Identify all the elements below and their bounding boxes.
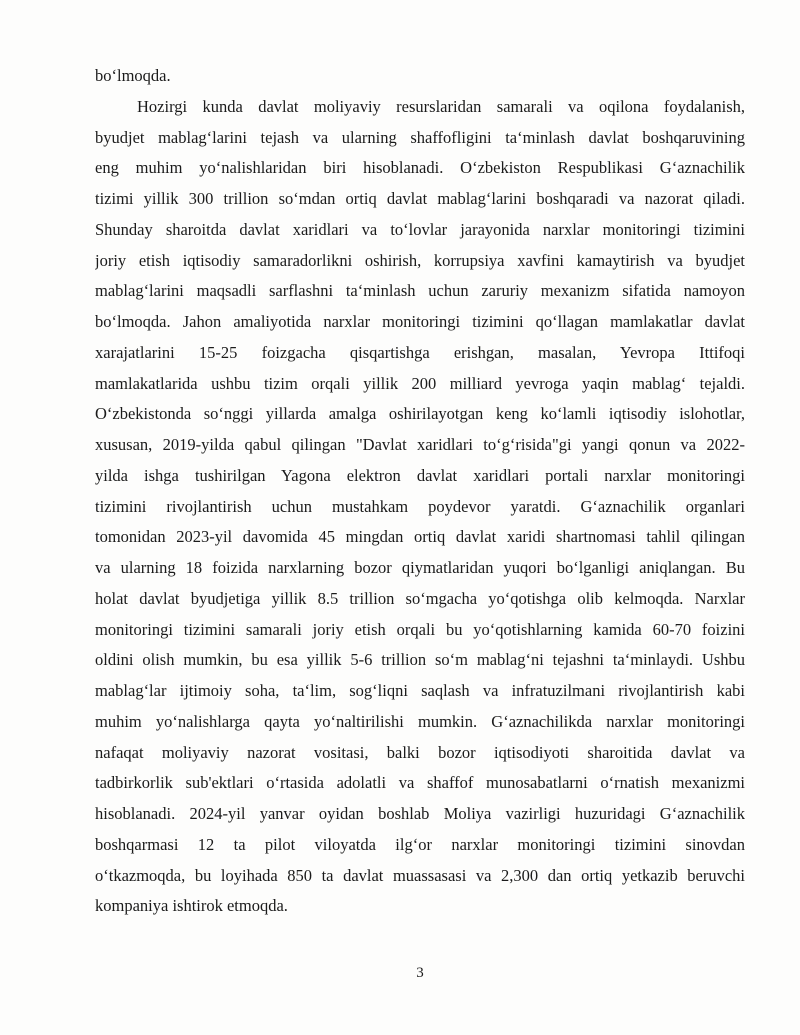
text-line: boshqarmasi 12 ta pilot viloyatda ilg‘or narxlar monitoringi tizimini sinovdan [95, 834, 745, 854]
text-line: tomonidan 2023-yil davomida 45 mingdan ortiq davlat xaridi shartnomasi tahlil qilingan [95, 527, 745, 547]
text-line: tizimini rivojlantirish uchun mustahkam poydevor yaratdi. G‘aznachilik organlari [95, 496, 745, 516]
text-line: xarajatlarini 15-25 foizgacha qisqartishga erishgan, masalan, Yevropa Ittifoqi [95, 342, 745, 362]
text-line: hisoblanadi. 2024-yil yanvar oyidan boshlab Moliya vazirligi huzuridagi G‘aznachilik [95, 804, 745, 823]
page-number-footer: 3 [416, 965, 424, 981]
text-line: xususan, 2019-yilda qabul qilingan "Davlat xaridlari to‘g‘risida"gi yangi qonun va 2022- [95, 435, 745, 454]
text-line: va ularning 18 foizida narxlarning bozor qiymatlaridan yuqori bo‘lganligi aniqlangan. Bu [95, 558, 745, 577]
text-line: tadbirkorlik sub'ektlari o‘rtasida adolatli va shaffof munosabatlarni o‘rnatish mexanizmi [95, 773, 745, 793]
text-line: Hozirgi kunda davlat moliyaviy resurslaridan samarali va oqilona foydalanish, [137, 96, 745, 116]
text-line: nafaqat moliyaviy nazorat vositasi, balki bozor iqtisodiyoti sharoitida davlat va [95, 742, 745, 762]
text-line: monitoringi tizimini samarali joriy etish orqali bu yo‘qotishlarning kamida 60-70 foizini [95, 619, 745, 639]
text-line: Shunday sharoitda davlat xaridlari va to‘lovlar jarayonida narxlar monitoringi tizimini [95, 219, 745, 239]
text-line: O‘zbekistonda so‘nggi yillarda amalga oshirilayotgan keng ko‘lamli iqtisodiy islohotlar, [95, 404, 745, 424]
document-body-text [95, 61, 745, 922]
text-line: byudjet mablag‘larini tejash va ularning shaffofligini ta‘minlash davlat boshqaruvining [95, 127, 745, 147]
text-line: tizimi yillik 300 trillion so‘mdan ortiq davlat mablag‘larini boshqaradi va nazorat qiladi. [95, 189, 745, 208]
text-line: muhim yo‘nalishlarga qayta yo‘naltirilishi mumkin. G‘aznachilikda narxlar monitoringi [95, 711, 745, 731]
text-line: bo‘lmoqda. Jahon amaliyotida narxlar monitoringi tizimini qo‘llagan mamlakatlar davlat [95, 312, 745, 331]
text-line: oldini olish mumkin, bu esa yillik 5-6 trillion so‘m mablag‘ni tejashni ta‘minlaydi. Ushbu [95, 650, 745, 670]
text-line: joriy etish iqtisodiy samaradorlikni oshirish, korrupsiya xavfini kamaytirish va byudjet [95, 250, 745, 270]
text-line: o‘tkazmoqda, bu loyihada 850 ta davlat muassasasi va 2,300 dan ortiq yetkazib beruvchi [95, 865, 745, 885]
text-line: mamlakatlarida ushbu tizim orqali yillik 200 milliard yevroga yaqin mablag‘ tejaldi. [95, 373, 745, 393]
text-line: bo‘lmoqda. [95, 66, 171, 85]
text-line: yilda ishga tushirilgan Yagona elektron davlat xaridlari portali narxlar monitoringi [95, 465, 745, 485]
text-line: mablag‘lar ijtimoiy soha, ta‘lim, sog‘liqni saqlash va infratuzilmani rivojlantirish kabi [95, 681, 745, 700]
text-line: holat davlat byudjetiga yillik 8.5 trillion so‘mgacha yo‘qotishga olib kelmoqda. Narxlar [95, 588, 745, 608]
text-line: eng muhim yo‘nalishlaridan biri hisoblanadi. O‘zbekiston Respublikasi G‘aznachilik [95, 158, 745, 178]
text-line: mablag‘larini maqsadli sarflashni ta‘minlash uchun zaruriy mexanizm sifatida namoyon [95, 281, 745, 301]
text-line: kompaniya ishtirok etmoqda. [95, 896, 288, 916]
